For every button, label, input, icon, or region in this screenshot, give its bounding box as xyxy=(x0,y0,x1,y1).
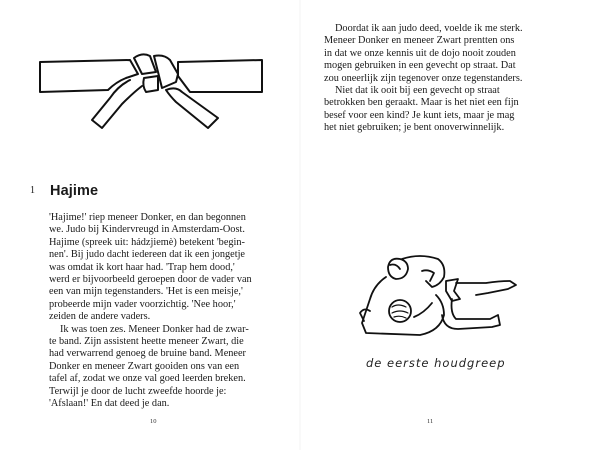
judo-hold-illustration xyxy=(340,255,520,350)
text-line: een van mijn tegenstanders. 'Het is een meisje,' xyxy=(49,286,243,298)
right-page xyxy=(300,0,600,450)
text-line: was omdat ik kort haar had. 'Trap hem dood,' xyxy=(49,261,235,273)
text-line: mogen gebruiken in een gevecht op straat. Dat xyxy=(324,60,516,72)
text-line: besef voor een kind? Je kunt iets, maar je mag xyxy=(324,109,515,121)
illustration-caption: de eerste houdgreep xyxy=(366,356,506,370)
right-body-text xyxy=(324,23,534,135)
text-line: probeerde mijn vader voorzichtig. 'Nee hoor,' xyxy=(49,298,236,310)
text-line: het niet gebruiken; je bent onoverwinnelijk. xyxy=(324,122,505,134)
judo-belt-icon xyxy=(38,52,264,132)
text-line: tafel af, zodat we onze val goed leerden breken. xyxy=(49,373,246,385)
text-line: zou oneerlijk zijn tegenover onze tegenstanders. xyxy=(324,72,523,84)
page-number-left: 10 xyxy=(150,418,157,425)
text-line: Doordat ik aan judo deed, voelde ik me sterk. xyxy=(335,23,523,34)
text-line: 'Afslaan!' En dat deed je dan. xyxy=(49,398,170,410)
text-line: te band. Zijn assistent heette meneer Zwart, die xyxy=(49,336,244,348)
text-line: Meneer Donker en meneer Zwart prentten ons xyxy=(324,35,515,47)
paragraph xyxy=(49,324,261,411)
text-line: nen'. Bij judo dacht iedereen dat ik een jongetje xyxy=(49,249,245,261)
text-line: Ik was toen zes. Meneer Donker had de zwar- xyxy=(60,323,249,335)
text-line: had verwarrend genoeg de bruine band. Meneer xyxy=(49,348,246,360)
page-number-right: 11 xyxy=(427,418,434,425)
paragraph xyxy=(49,212,261,324)
text-line: we. Judo bij Kindervreugd in Amsterdam-Oost. xyxy=(49,224,245,236)
chapter-title: Hajime xyxy=(50,183,99,199)
text-line: Niet dat ik ooit bij een gevecht op straat xyxy=(335,85,500,97)
left-body-text xyxy=(49,212,261,411)
text-line: zeiden de andere vaders. xyxy=(49,311,151,323)
text-line: in dat we onze kennis uit de dojo nooit zouden xyxy=(324,47,516,59)
chapter-number: 1 xyxy=(30,185,35,196)
text-line: betrokken ben geraakt. Maar is het niet een fijn xyxy=(324,97,519,109)
text-line: Terwijl je door de lucht zweefde hoorde je: xyxy=(49,385,227,397)
text-line: 'Hajime!' riep meneer Donker, en dan begonnen xyxy=(49,212,246,223)
paragraph xyxy=(324,85,534,135)
paragraph xyxy=(324,23,534,85)
text-line: Donker en meneer Zwart gooiden ons van een xyxy=(49,360,240,372)
text-line: Hajime (spreek uit: hádzjiemè) betekent 'begin- xyxy=(49,236,245,248)
text-line: werd er bijvoorbeeld geroepen door de vader van xyxy=(49,274,252,286)
